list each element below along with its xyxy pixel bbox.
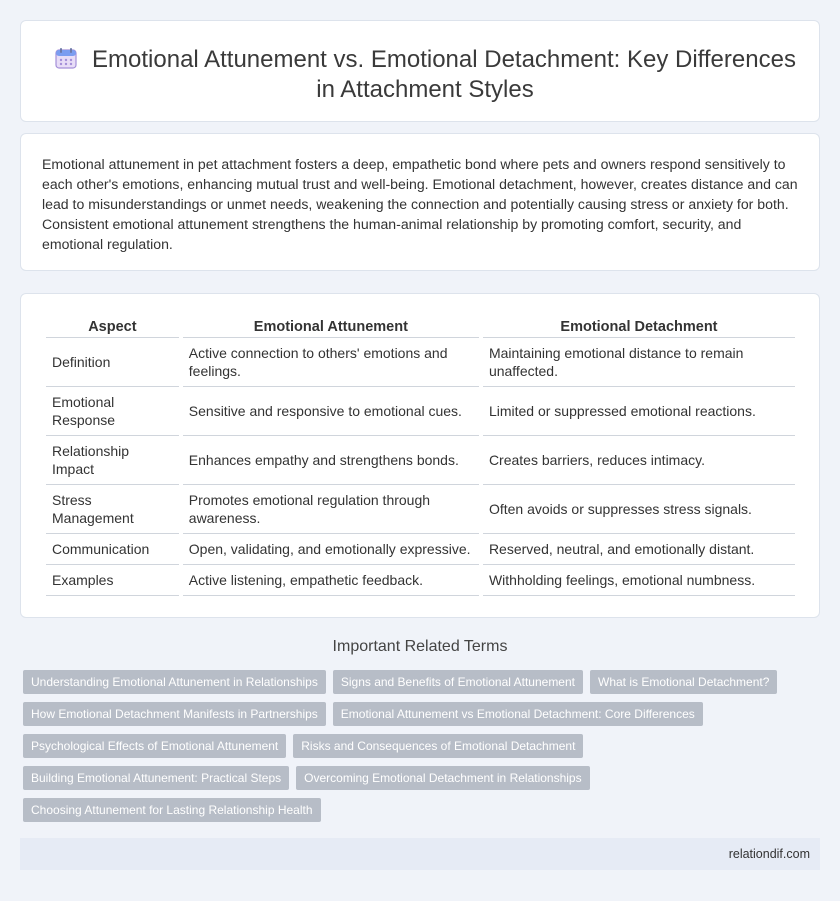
table-cell-detachment: Creates barriers, reduces intimacy. — [483, 436, 795, 485]
table-cell-detachment: Maintaining emotional distance to remain unaffected. — [483, 338, 795, 387]
related-term-tag[interactable]: Overcoming Emotional Detachment in Relationships — [296, 766, 589, 790]
page-title: Emotional Attunement vs. Emotional Detachment: Key Differences in Attachment Styles — [92, 46, 796, 103]
intro-paragraph: Emotional attunement in pet attachment fosters a deep, empathetic bond where pets and owners respond sensitively to each other's emotions, enhancing mutual trust and well-being. Emotional detachment, however, creates distance and can lead to misunderstandings or unmet needs, weakening the connection and potentially causing stress or anxiety for both. Consistent emotional attunement strengthens the human-animal relationship by promoting comfort, security, and emotional regulation. — [42, 156, 798, 252]
table-row — [46, 387, 795, 436]
header-aspect: Aspect — [46, 316, 179, 338]
title-card — [20, 20, 820, 122]
tag-row — [23, 702, 823, 726]
table-row — [46, 534, 795, 565]
related-terms-heading: Important Related Terms — [332, 638, 508, 655]
tag-row — [23, 766, 823, 790]
table-cell-aspect: Examples — [46, 565, 179, 596]
table-row — [46, 436, 795, 485]
table-cell-detachment: Withholding feelings, emotional numbness. — [483, 565, 795, 596]
tag-row — [23, 734, 823, 758]
tag-row — [23, 798, 823, 822]
related-term-tag[interactable]: Emotional Attunement vs Emotional Detachment: Core Differences — [333, 702, 703, 726]
table-cell-aspect: Emotional Response — [46, 387, 179, 436]
tag-row — [23, 670, 823, 694]
table-cell-aspect: Definition — [46, 338, 179, 387]
comparison-table — [42, 316, 799, 596]
related-term-tag[interactable]: Risks and Consequences of Emotional Detachment — [293, 734, 583, 758]
table-row — [46, 338, 795, 387]
footer-site-link[interactable]: relationdif.com — [728, 847, 810, 861]
table-header-row — [46, 316, 795, 338]
related-terms-list — [23, 670, 823, 830]
table-cell-aspect: Communication — [46, 534, 179, 565]
comparison-table-card — [20, 293, 820, 618]
table-cell-aspect: Relationship Impact — [46, 436, 179, 485]
related-term-tag[interactable]: Choosing Attunement for Lasting Relationship Health — [23, 798, 321, 822]
related-term-tag[interactable]: How Emotional Detachment Manifests in Partnerships — [23, 702, 326, 726]
related-term-tag[interactable]: Signs and Benefits of Emotional Attunement — [333, 670, 583, 694]
table-cell-detachment: Often avoids or suppresses stress signals. — [483, 485, 795, 534]
related-term-tag[interactable]: What is Emotional Detachment? — [590, 670, 777, 694]
table-cell-detachment: Limited or suppressed emotional reactions. — [483, 387, 795, 436]
related-term-tag[interactable]: Building Emotional Attunement: Practical Steps — [23, 766, 289, 790]
related-term-tag[interactable]: Psychological Effects of Emotional Attunement — [23, 734, 286, 758]
table-cell-detachment: Reserved, neutral, and emotionally distant. — [483, 534, 795, 565]
header-detachment: Emotional Detachment — [483, 316, 795, 338]
table-row — [46, 565, 795, 596]
table-cell-attunement: Enhances empathy and strengthens bonds. — [183, 436, 479, 485]
header-attunement: Emotional Attunement — [183, 316, 479, 338]
table-cell-attunement: Active connection to others' emotions and feelings. — [183, 338, 479, 387]
calendar-icon — [54, 46, 78, 70]
table-cell-aspect: Stress Management — [46, 485, 179, 534]
footer — [20, 838, 820, 870]
table-cell-attunement: Sensitive and responsive to emotional cues. — [183, 387, 479, 436]
table-cell-attunement: Open, validating, and emotionally expressive. — [183, 534, 479, 565]
page-title-wrap — [51, 45, 799, 105]
table-cell-attunement: Active listening, empathetic feedback. — [183, 565, 479, 596]
table-row — [46, 485, 795, 534]
related-term-tag[interactable]: Understanding Emotional Attunement in Relationships — [23, 670, 326, 694]
intro-card — [20, 133, 820, 271]
table-cell-attunement: Promotes emotional regulation through awareness. — [183, 485, 479, 534]
